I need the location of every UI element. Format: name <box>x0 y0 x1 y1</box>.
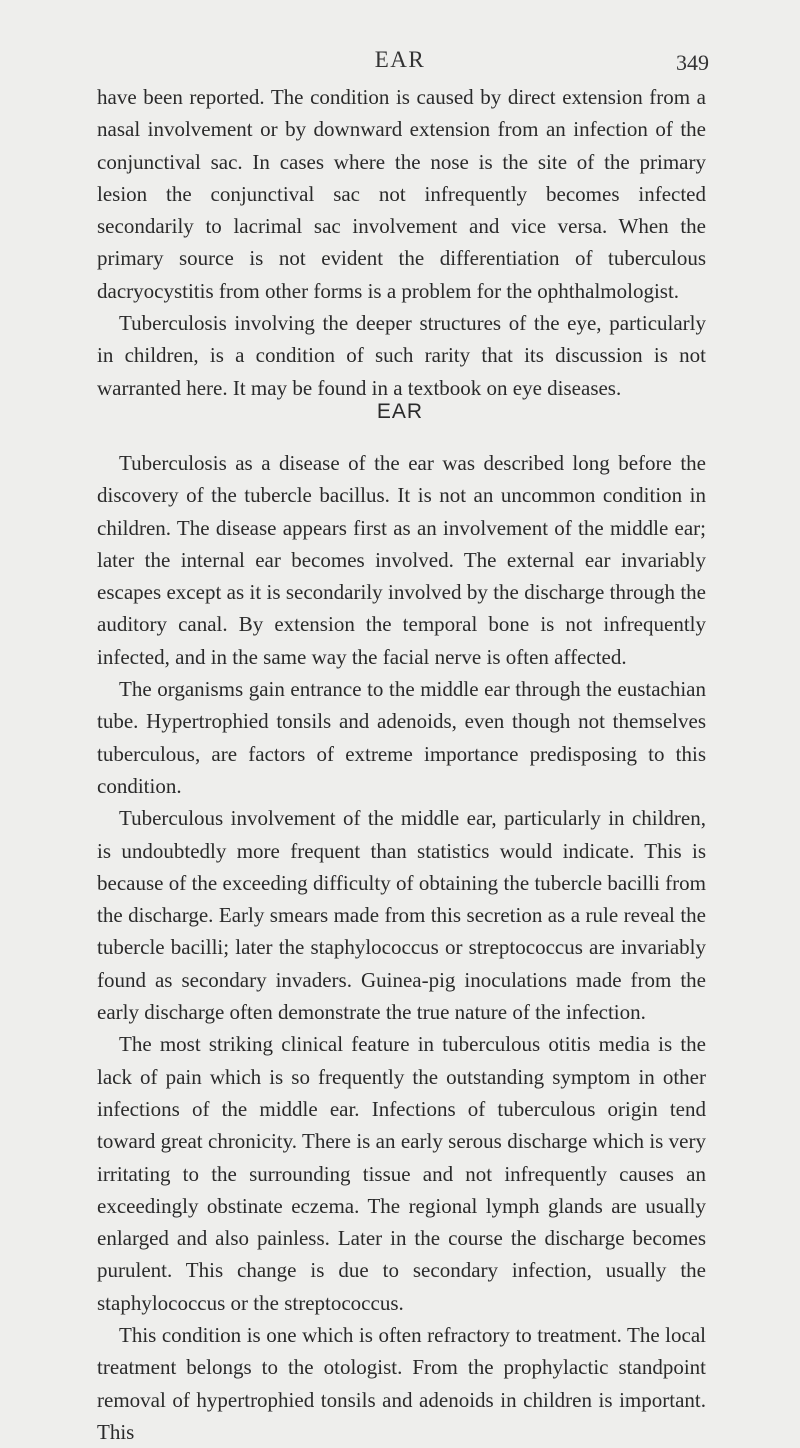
page-number: 349 <box>676 50 709 75</box>
paragraph: Tuberculous involvement of the middle ear, particularly in children, is undoubtedly more frequent than statistics would indicate. This is because of the exceeding difficulty of obtaining the tubercle bacilli from the discharge. Early smears made from this secretion as a rule reveal the tubercle bacilli; later the staphylococcus or streptococcus are invariably found as secondary invaders. Guinea-pig inoculations made from the early discharge often demonstrate the true nature of the infection. <box>97 806 706 1025</box>
paragraph: Tuberculosis involving the deeper structures of the eye, particularly in children, is a condition of such rarity that its discussion is not warranted here. It may be found in a textbook on eye diseases. <box>97 311 706 400</box>
text-block-top <box>97 81 706 404</box>
paragraph: The organisms gain entrance to the middle ear through the eustachian tube. Hypertrophied tonsils and adenoids, even though not themselves tuberculous, are factors of extreme importance predisposing to this condition. <box>97 677 706 798</box>
paragraph: The most striking clinical feature in tuberculous otitis media is the lack of pain which is so frequently the outstanding symptom in other infections of the middle ear. Infections of tuberculous origin tend toward great chronicity. There is an early serous discharge which is very irritating to the surrounding tissue and not infrequently causes an exceedingly obstinate eczema. The regional lymph glands are usually enlarged and also painless. Later in the course the discharge becomes purulent. This change is due to secondary infection, usually the staphylococcus or the streptococcus. <box>97 1032 706 1315</box>
paragraph: Tuberculosis as a disease of the ear was described long before the discovery of the tubercle bacillus. It is not an uncommon condition in children. The disease appears first as an involvement of the middle ear; later the internal ear becomes involved. The external ear invariably escapes except as it is secondarily involved by the discharge through the auditory canal. By extension the temporal bone is not infrequently infected, and in the same way the facial nerve is often affected. <box>97 451 706 669</box>
running-title: EAR <box>374 47 426 72</box>
section-heading: EAR <box>376 400 424 423</box>
paragraph: have been reported. The condition is caused by direct extension from a nasal involvement or by downward extension from an infection of the conjunctival sac. In cases where the nose is the site of the primary lesion the conjunctival sac not infrequently becomes infected secondarily to lacrimal sac involvement and vice versa. When the primary source is not evident the differentiation of tuberculous dacryocystitis from other forms is a problem for the ophthalmologist. <box>97 85 706 303</box>
text-block-main <box>97 447 706 1448</box>
paragraph: This condition is one which is often refractory to treatment. The local treatment belongs to the otologist. From the prophylactic standpoint removal of hypertrophied tonsils and adenoids in children is important. This <box>97 1323 706 1444</box>
